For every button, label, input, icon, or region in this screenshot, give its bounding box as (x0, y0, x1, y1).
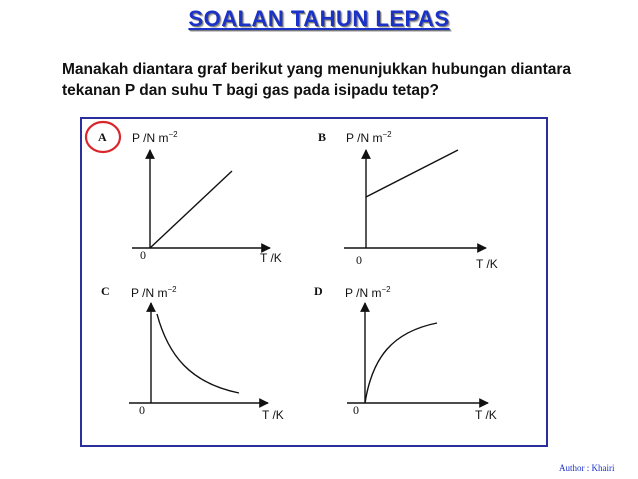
graph-c-curve (157, 314, 239, 393)
graph-d-letter: D (314, 284, 323, 298)
graph-d-x-label: T /K (475, 408, 497, 422)
graph-d-curve (365, 323, 437, 403)
graph-b-y-label: P /N $m^{-2}$ (346, 130, 392, 145)
graph-d-y-label: P /N $m^{-2}$ (345, 285, 391, 300)
graph-c-origin: 0 (139, 403, 145, 417)
graph-c-x-label: T /K (262, 408, 284, 422)
graph-b[interactable] (318, 130, 498, 271)
author-credit: Author : Khairi (559, 463, 615, 473)
graph-c-letter: C (101, 284, 110, 298)
graph-b-origin: 0 (356, 253, 362, 267)
graph-c[interactable] (101, 284, 284, 422)
graph-b-letter: B (318, 130, 327, 144)
graph-d-origin: 0 (353, 403, 359, 417)
question-text: Manakah diantara graf berikut yang menunjukkan hubungan diantara tekanan P dan suhu T bagi gas pada isipadu tetap? (62, 61, 572, 99)
graph-a-letter: A (98, 130, 107, 144)
graph-a-line (150, 171, 232, 248)
graph-b-line (366, 150, 458, 197)
graph-d[interactable] (314, 284, 497, 422)
slide-title: SOALAN TAHUN LEPAS (188, 6, 450, 31)
graph-a-x-label: T /K (260, 251, 282, 265)
graph-b-x-label: T /K (476, 257, 498, 271)
graph-a-y-label: P /N $m^{-2}$ (132, 130, 178, 145)
graph-c-y-label: P /N $m^{-2}$ (131, 285, 177, 300)
graph-a-origin: 0 (140, 248, 146, 262)
graph-a[interactable] (86, 122, 282, 265)
